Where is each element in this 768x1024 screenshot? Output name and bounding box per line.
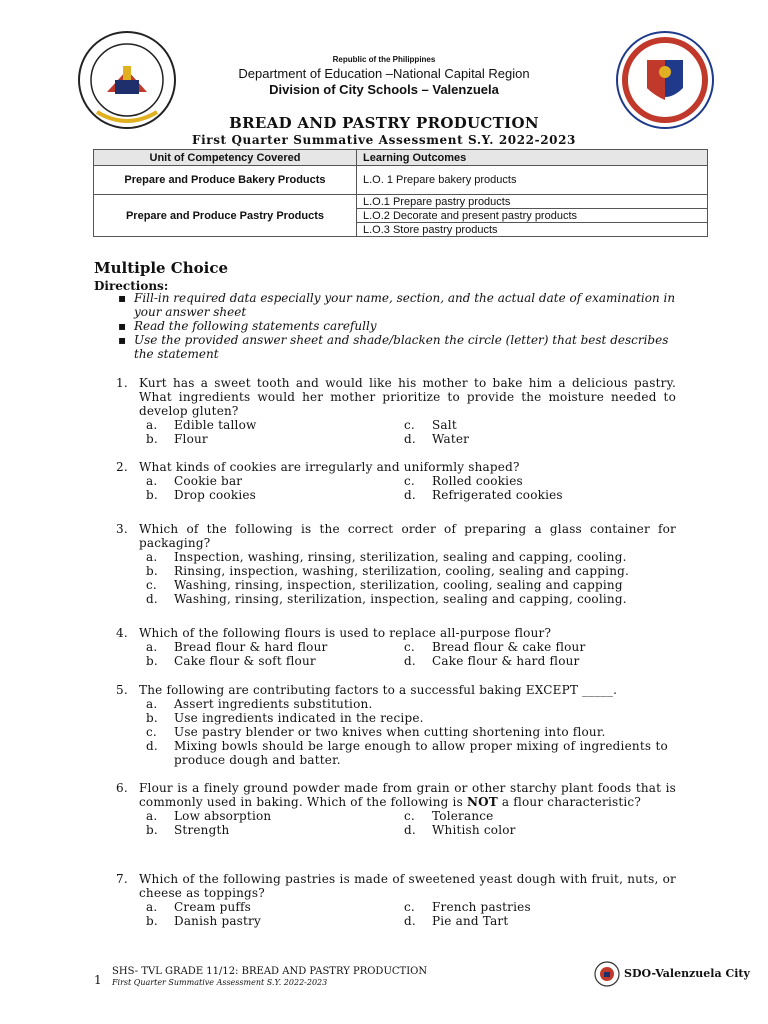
option-letter: d. — [404, 823, 416, 837]
option-letter: a. — [146, 550, 158, 564]
question-number: 1. — [116, 376, 128, 390]
option-text: Use pastry blender or two knives when cutting shortening into flour. — [174, 725, 606, 739]
question-number: 2. — [116, 460, 128, 474]
option-text: Danish pastry — [174, 914, 261, 928]
direction-item: ▪ Use the provided answer sheet and shade/blacken the circle (letter) that best describes the statement — [118, 333, 678, 361]
table-cell-unit: Prepare and Produce Bakery Products — [94, 166, 357, 195]
question-stem-part: Flour is a finely ground powder made from grain or other starchy plant foods that is commonly used in baking. Which of the following is — [139, 781, 676, 809]
option[interactable] — [146, 550, 676, 564]
option[interactable] — [404, 823, 676, 837]
option-text: Use ingredients indicated in the recipe. — [174, 711, 424, 725]
republic-line: Republic of the Philippines — [332, 55, 436, 64]
question-1 — [116, 376, 676, 446]
question-stem — [139, 781, 676, 809]
option[interactable] — [404, 654, 676, 668]
competency-table — [93, 149, 708, 237]
question-6 — [116, 781, 676, 837]
table-cell-outcome: L.O. 1 Prepare bakery products — [357, 166, 708, 195]
option-letter: c. — [404, 900, 415, 914]
option[interactable] — [146, 592, 676, 606]
options-grid — [146, 900, 676, 928]
option[interactable] — [146, 809, 404, 823]
document-title: BREAD AND PASTRY PRODUCTION — [229, 114, 539, 132]
option-text: Inspection, washing, rinsing, sterilization, sealing and capping, cooling. — [174, 550, 627, 564]
option-text: Pie and Tart — [432, 914, 509, 928]
option[interactable] — [146, 432, 404, 446]
option-text: Water — [432, 432, 470, 446]
option-letter: b. — [146, 823, 158, 837]
option-text: Refrigerated cookies — [432, 488, 563, 502]
table-header-row — [94, 150, 708, 166]
option[interactable] — [146, 578, 676, 592]
option-letter: d. — [404, 488, 416, 502]
option-letter: d. — [404, 914, 416, 928]
page-number: 1 — [94, 973, 102, 987]
option-text: Washing, rinsing, sterilization, inspection, sealing and capping, cooling. — [174, 592, 627, 606]
question-4 — [116, 626, 676, 668]
document-header — [0, 0, 768, 115]
option-text: Cake flour & soft flour — [174, 654, 316, 668]
option[interactable] — [404, 640, 676, 654]
option-text: Washing, rinsing, inspection, sterilization, cooling, sealing and capping — [174, 578, 623, 592]
option-letter: d. — [404, 432, 416, 446]
option-text: Cake flour & hard flour — [432, 654, 580, 668]
question-5 — [116, 683, 676, 767]
option-letter: b. — [146, 564, 158, 578]
option[interactable] — [146, 711, 676, 725]
deped-line: Department of Education –National Capital Region — [238, 66, 530, 81]
options-grid — [146, 809, 676, 837]
option-text: Cookie bar — [174, 474, 243, 488]
option-text: Low absorption — [174, 809, 272, 823]
directions-list — [118, 291, 678, 361]
option-text: Edible tallow — [174, 418, 257, 432]
options-grid — [146, 418, 676, 446]
option[interactable] — [146, 739, 676, 767]
option[interactable] — [404, 418, 676, 432]
option[interactable] — [404, 809, 676, 823]
question-number: 7. — [116, 872, 128, 886]
option-text: Salt — [432, 418, 457, 432]
option-text: Bread flour & hard flour — [174, 640, 328, 654]
table-header-unit: Unit of Competency Covered — [94, 150, 357, 166]
option-letter: a. — [146, 474, 158, 488]
question-7 — [116, 872, 676, 928]
option-letter: b. — [146, 432, 158, 446]
option[interactable] — [146, 640, 404, 654]
option-letter: b. — [146, 654, 158, 668]
option-text: Bread flour & cake flour — [432, 640, 586, 654]
options-list — [146, 697, 676, 767]
footer-assessment: First Quarter Summative Assessment S.Y. 2022-2023 — [112, 978, 328, 987]
question-stem-emphasis: NOT — [466, 795, 498, 809]
option-letter: a. — [146, 900, 158, 914]
option[interactable] — [404, 474, 676, 488]
option-letter: a. — [146, 640, 158, 654]
option-text: Flour — [174, 432, 208, 446]
option[interactable] — [146, 697, 676, 711]
option-letter: a. — [146, 697, 158, 711]
option-letter: c. — [404, 809, 415, 823]
question-stem: Kurt has a sweet tooth and would like his mother to bake him a delicious pastry. What ingredients would her mother prioritize to provide the moisture needed to develop gluten? — [139, 376, 676, 418]
options-grid — [146, 474, 676, 502]
option[interactable] — [146, 654, 404, 668]
question-stem-part: a flour characteristic? — [497, 795, 641, 809]
table-cell-unit: Prepare and Produce Pastry Products — [94, 195, 357, 237]
question-3 — [116, 522, 676, 606]
option-text: Cream puffs — [174, 900, 252, 914]
option[interactable] — [404, 432, 676, 446]
option-text: French pastries — [432, 900, 531, 914]
division-line: Division of City Schools – Valenzuela — [269, 82, 499, 97]
option-text: Tolerance — [432, 809, 494, 823]
direction-item: ▪ Read the following statements carefully — [118, 319, 678, 333]
question-stem: What kinds of cookies are irregularly and uniformly shaped? — [139, 460, 520, 474]
question-number: 3. — [116, 522, 128, 536]
option[interactable] — [404, 914, 676, 928]
table-row — [94, 166, 708, 195]
option[interactable] — [404, 900, 676, 914]
document-subtitle: First Quarter Summative Assessment S.Y. 2022-2023 — [192, 133, 576, 147]
option[interactable] — [146, 474, 404, 488]
option-letter: c. — [404, 640, 415, 654]
option[interactable] — [146, 823, 404, 837]
question-stem: The following are contributing factors to a successful baking EXCEPT _____. — [139, 683, 618, 697]
section-title: Multiple Choice — [94, 259, 229, 277]
option-text: Mixing bowls should be large enough to allow proper mixing of ingredients to produce dough and batter. — [174, 739, 668, 767]
option[interactable] — [146, 900, 404, 914]
option-letter: b. — [146, 488, 158, 502]
table-cell-outcome: L.O.3 Store pastry products — [357, 223, 708, 237]
option-text: Strength — [174, 823, 230, 837]
directions-label: Directions: — [94, 279, 169, 293]
table-row — [94, 195, 708, 209]
option[interactable] — [146, 564, 676, 578]
option-text: Drop cookies — [174, 488, 257, 502]
option-letter: b. — [146, 914, 158, 928]
table-cell-outcome: L.O.1 Prepare pastry products — [357, 195, 708, 209]
option[interactable] — [146, 418, 404, 432]
footer-course: SHS- TVL GRADE 11/12: BREAD AND PASTRY PRODUCTION — [112, 966, 428, 977]
direction-item: ▪ Fill-in required data especially your name, section, and the actual date of examination in your answer sheet — [118, 291, 678, 319]
footer-sdo: SDO-Valenzuela City — [624, 967, 750, 980]
option-letter: d. — [146, 592, 158, 606]
table-cell-outcome: L.O.2 Decorate and present pastry products — [357, 209, 708, 223]
sdo-seal-logo — [594, 961, 620, 987]
question-stem: Which of the following is the correct order of preparing a glass container for packaging? — [139, 522, 676, 550]
option-text: Rolled cookies — [432, 474, 523, 488]
option-letter: d. — [146, 739, 158, 753]
option-letter: a. — [146, 418, 158, 432]
option[interactable] — [146, 725, 676, 739]
option-letter: c. — [146, 578, 157, 592]
option[interactable] — [146, 488, 404, 502]
question-number: 5. — [116, 683, 128, 697]
question-number: 6. — [116, 781, 128, 795]
option-letter: c. — [146, 725, 157, 739]
option-letter: d. — [404, 654, 416, 668]
option[interactable] — [146, 914, 404, 928]
options-list — [146, 550, 676, 606]
options-grid — [146, 640, 676, 668]
option-text: Rinsing, inspection, washing, sterilization, cooling, sealing and capping. — [174, 564, 630, 578]
table-header-outcomes: Learning Outcomes — [357, 150, 708, 166]
option-letter: c. — [404, 474, 415, 488]
option[interactable] — [404, 488, 676, 502]
option-letter: c. — [404, 418, 415, 432]
question-number: 4. — [116, 626, 128, 640]
option-letter: a. — [146, 809, 158, 823]
question-stem: Which of the following pastries is made of sweetened yeast dough with fruit, nuts, or cheese as toppings? — [139, 872, 676, 900]
option-text: Assert ingredients substitution. — [174, 697, 373, 711]
option-letter: b. — [146, 711, 158, 725]
question-stem: Which of the following flours is used to replace all-purpose flour? — [139, 626, 552, 640]
option-text: Whitish color — [432, 823, 516, 837]
question-2 — [116, 460, 676, 502]
